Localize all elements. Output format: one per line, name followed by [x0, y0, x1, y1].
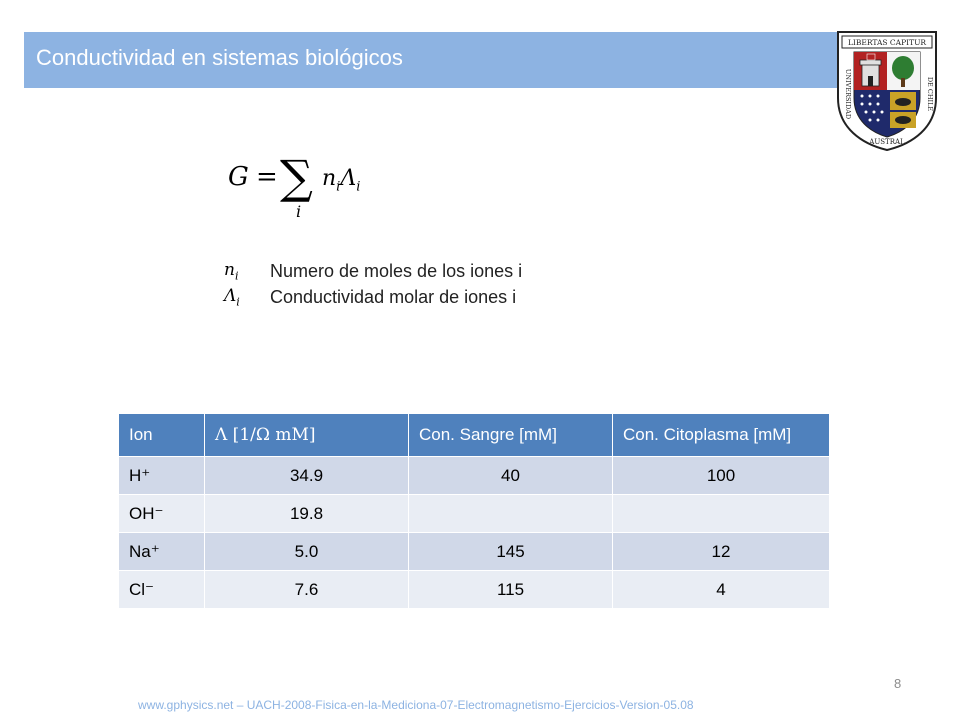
title-bar	[24, 32, 840, 88]
cell-ion: OH⁻	[119, 495, 205, 533]
ion-conductivity-table	[119, 414, 830, 608]
page-number: 8	[894, 676, 902, 691]
svg-text:UNIVERSIDAD: UNIVERSIDAD	[844, 68, 852, 120]
legend-description: Conductividad molar de iones i	[270, 286, 517, 307]
table-row	[119, 457, 830, 495]
cell-cytoplasm: 4	[613, 571, 830, 609]
cell-ion: H⁺	[119, 457, 205, 495]
header-ion: Ion	[119, 414, 205, 457]
formula-sum-index: i	[296, 202, 302, 221]
cell-blood: 145	[409, 533, 613, 571]
formula-term-lambda: Λ	[340, 166, 357, 191]
cell-conductivity: 19.8	[205, 495, 409, 533]
svg-text:DE CHILE: DE CHILE	[926, 76, 934, 112]
cell-cytoplasm: 12	[613, 533, 830, 571]
header-molar-conductivity: Λ [1/Ω mM]	[205, 414, 409, 457]
cell-cytoplasm: 100	[613, 457, 830, 495]
legend-symbol	[224, 286, 270, 308]
legend-item-moles	[224, 258, 522, 284]
legend-symbol	[224, 260, 270, 282]
table-row	[119, 533, 830, 571]
svg-text:AUSTRAL: AUSTRAL	[869, 138, 905, 146]
legend-description: Numero de moles de los iones i	[270, 260, 523, 281]
header-cytoplasm-concentration: Con. Citoplasma [mM]	[613, 414, 830, 457]
legend-symbol-sub: i	[234, 269, 239, 283]
cell-cytoplasm	[613, 495, 830, 533]
formula-term	[322, 166, 360, 194]
table-row	[119, 571, 830, 609]
formula-term-n: n	[322, 166, 337, 191]
formula-lhs: G	[228, 162, 249, 192]
formula-term-n-sub: i	[336, 179, 341, 195]
cell-conductivity: 5.0	[205, 533, 409, 571]
formula-term-lambda-sub: i	[356, 179, 361, 195]
cell-conductivity: 34.9	[205, 457, 409, 495]
footer-source: www.gphysics.net – UACH-2008-Fisica-en-la-Mediciona-07-Electromagnetismo-Ejercicios-Version-05.08	[138, 698, 694, 712]
formula-equals: =	[256, 162, 278, 192]
svg-text:LIBERTAS CAPITUR: LIBERTAS CAPITUR	[847, 38, 927, 47]
cell-blood: 115	[409, 571, 613, 609]
slide-title: Conductividad en sistemas biológicos	[36, 45, 403, 70]
symbol-legend	[224, 258, 522, 310]
cell-blood: 40	[409, 457, 613, 495]
legend-symbol-sub: i	[236, 295, 240, 309]
cell-ion: Na⁺	[119, 533, 205, 571]
header-blood-concentration: Con. Sangre [mM]	[409, 414, 613, 457]
formula-sum-symbol: ∑	[280, 150, 313, 204]
cell-blood	[409, 495, 613, 533]
legend-symbol-main: Λ	[224, 285, 237, 306]
table-row	[119, 495, 830, 533]
university-crest-logo	[832, 28, 942, 152]
cell-ion: Cl⁻	[119, 571, 205, 609]
table-header-row	[119, 414, 830, 457]
conductance-formula	[222, 152, 402, 232]
cell-conductivity: 7.6	[205, 571, 409, 609]
legend-symbol-main: n	[224, 259, 235, 280]
legend-item-molar-conductivity	[224, 284, 522, 310]
